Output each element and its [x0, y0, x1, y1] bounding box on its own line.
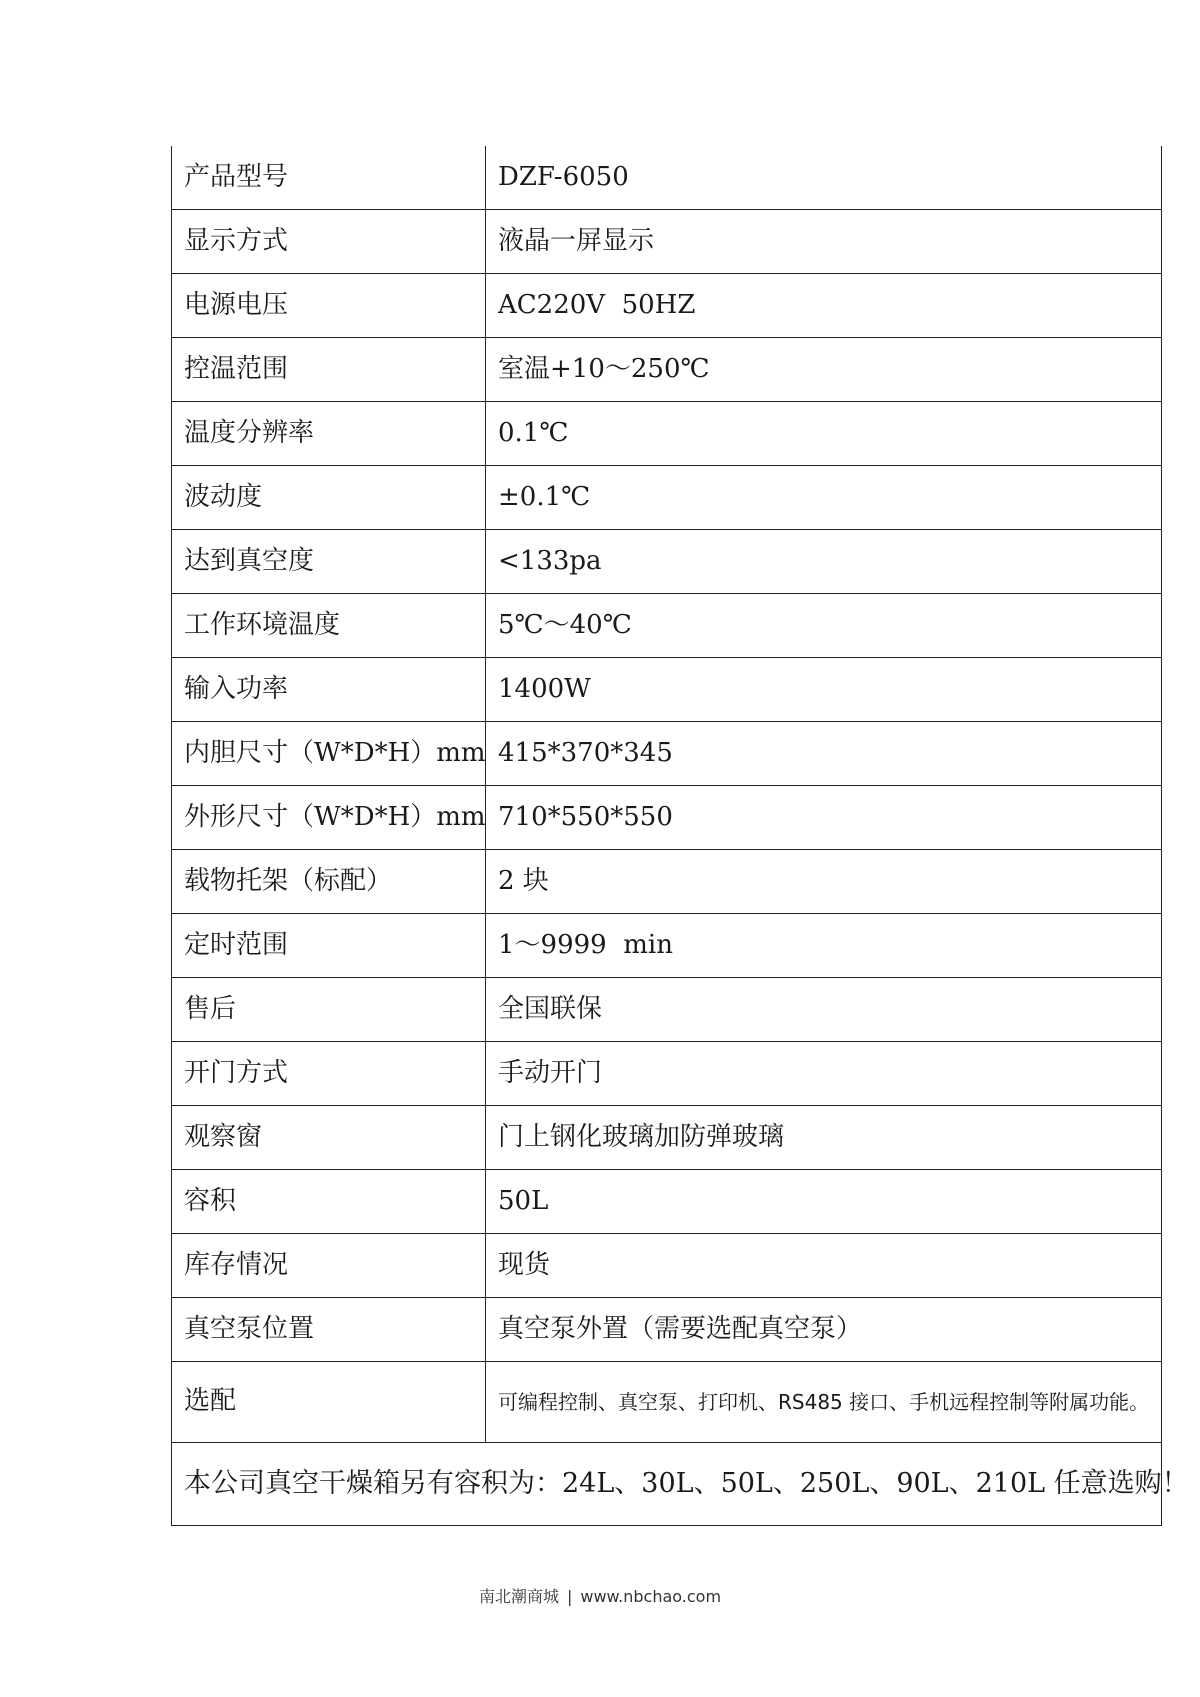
spec-table [171, 146, 1189, 1526]
table-row [172, 530, 1162, 594]
row-value: 可编程控制、真空泵、打印机、RS485 接口、手机远程控制等附属功能。 [486, 1362, 1162, 1443]
table-row [172, 1234, 1162, 1298]
row-value: 0.1℃ [486, 402, 1162, 466]
row-label: 容积 [172, 1170, 486, 1234]
row-value: 2 块 [486, 850, 1162, 914]
table-row [172, 338, 1162, 402]
row-label: 真空泵位置 [172, 1298, 486, 1362]
row-label: 售后 [172, 978, 486, 1042]
table-row [172, 274, 1162, 338]
table-row [172, 914, 1162, 978]
row-label: 达到真空度 [172, 530, 486, 594]
row-label: 控温范围 [172, 338, 486, 402]
row-label: 显示方式 [172, 210, 486, 274]
row-value: 5℃～40℃ [486, 594, 1162, 658]
table-row [172, 1170, 1162, 1234]
row-label: 库存情况 [172, 1234, 486, 1298]
row-value: 液晶一屏显示 [486, 210, 1162, 274]
row-label: 观察窗 [172, 1106, 486, 1170]
row-value: 门上钢化玻璃加防弹玻璃 [486, 1106, 1162, 1170]
row-value: 手动开门 [486, 1042, 1162, 1106]
table-row [172, 658, 1162, 722]
row-value: 真空泵外置（需要选配真空泵） [486, 1298, 1162, 1362]
table-row [172, 978, 1162, 1042]
row-value: 710*550*550 [486, 786, 1162, 850]
row-label: 载物托架（标配） [172, 850, 486, 914]
table-row [172, 146, 1162, 210]
row-value: 全国联保 [486, 978, 1162, 1042]
row-value: ±0.1℃ [486, 466, 1162, 530]
row-label: 温度分辨率 [172, 402, 486, 466]
purchase-note: 本公司真空干燥箱另有容积为：24L、30L、50L、250L、90L、210L 任意选购！ [172, 1443, 1162, 1526]
row-value: <133pa [486, 530, 1162, 594]
row-label: 开门方式 [172, 1042, 486, 1106]
table-row [172, 786, 1162, 850]
row-value: 415*370*345 [486, 722, 1162, 786]
table-row [172, 1362, 1162, 1443]
row-value: 1400W [486, 658, 1162, 722]
table-row [172, 402, 1162, 466]
table-row [172, 210, 1162, 274]
table-row [172, 1106, 1162, 1170]
row-label: 产品型号 [172, 146, 486, 210]
table-row [172, 722, 1162, 786]
row-label: 外形尺寸（W*D*H）mm [172, 786, 486, 850]
row-value: 室温+10～250℃ [486, 338, 1162, 402]
footer-site-name: 南北潮商城 [478, 1587, 559, 1606]
row-value: DZF-6050 [486, 146, 1162, 210]
row-label: 定时范围 [172, 914, 486, 978]
table-row [172, 466, 1162, 530]
row-label: 输入功率 [172, 658, 486, 722]
row-label: 内胆尺寸（W*D*H）mm [172, 722, 486, 786]
page-footer [0, 1584, 1200, 1607]
row-label: 波动度 [172, 466, 486, 530]
table-row [172, 850, 1162, 914]
table-row [172, 1298, 1162, 1362]
note-row [172, 1443, 1162, 1526]
row-value: 50L [486, 1170, 1162, 1234]
row-label: 工作环境温度 [172, 594, 486, 658]
row-value: 1～9999 min [486, 914, 1162, 978]
table-row [172, 1042, 1162, 1106]
row-value: 现货 [486, 1234, 1162, 1298]
table-row [172, 594, 1162, 658]
footer-separator: | [566, 1587, 573, 1606]
row-value: AC220V 50HZ [486, 274, 1162, 338]
row-label: 选配 [172, 1362, 486, 1443]
footer-url[interactable]: www.nbchao.com [580, 1587, 722, 1606]
row-label: 电源电压 [172, 274, 486, 338]
